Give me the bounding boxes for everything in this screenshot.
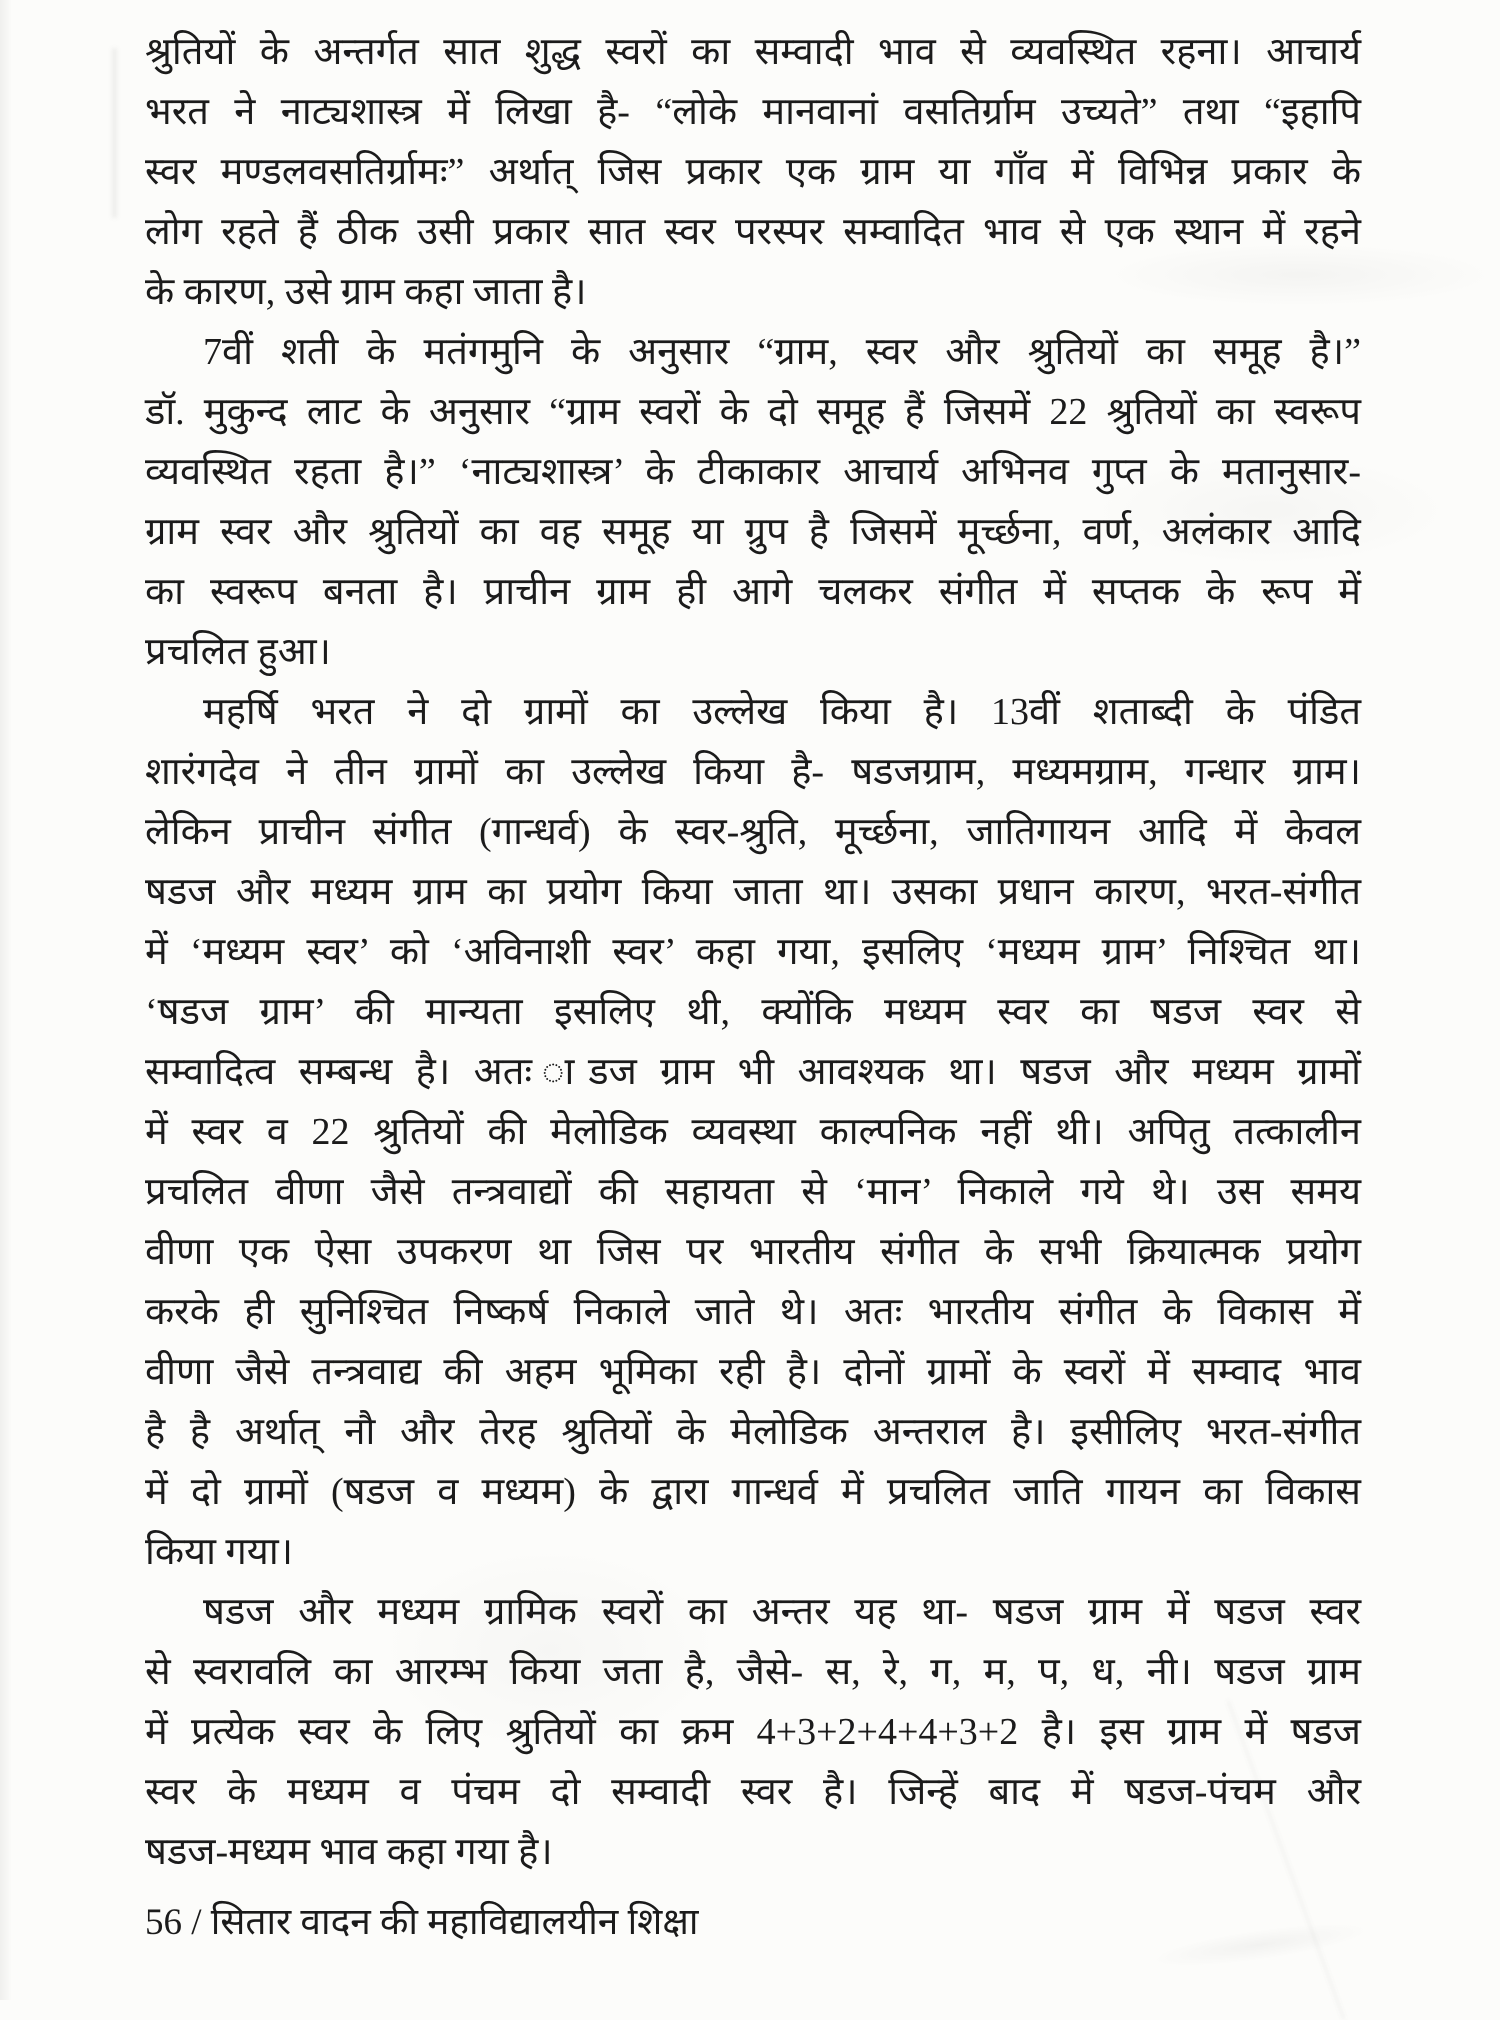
text-line: भरत ने नाट्यशास्त्र में लिखा है- “लोके मानवानां वसतिर्ग्राम उच्यते” तथा “इहापि [145,91,1361,133]
text-line: सम्वादित्व सम्बन्ध है। अतः ाडज ग्राम भी आवश्यक था। षडज और मध्यम ग्रामों [145,1051,1361,1093]
text-line: स्वर के मध्यम व पंचम दो सम्वादी स्वर है। जिन्हें बाद में षडज-पंचम और [145,1771,1361,1813]
text-line: से स्वरावलि का आरम्भ किया जता है, जैसे- स, रे, ग, म, प, ध, नी। षडज ग्राम [145,1651,1361,1693]
text-line: 7वीं शती के मतंगमुनि के अनुसार “ग्राम, स्वर और श्रुतियों का समूह है।” [203,331,1361,373]
text-line: करके ही सुनिश्चित निष्कर्ष निकाले जाते थे। अतः भारतीय संगीत के विकास में [145,1291,1361,1333]
text-line: ग्राम स्वर और श्रुतियों का वह समूह या ग्रुप है जिसमें मूर्च्छना, वर्ण, अलंकार आदि [145,511,1361,553]
text-line: षडज-मध्यम भाव कहा गया है। [145,1831,553,1873]
text-line: वीणा जैसे तन्त्रवाद्य की अहम भूमिका रही है। दोनों ग्रामों के स्वरों में सम्वाद भाव [145,1351,1361,1393]
page-footer [145,1893,698,1953]
text-line: लोग रहते हैं ठीक उसी प्रकार सात स्वर परस्पर सम्वादित भाव से एक स्थान में रहने [145,211,1361,253]
page-number: 56 [145,1902,182,1943]
text-line: षडज और मध्यम ग्रामिक स्वरों का अन्तर यह था- षडज ग्राम में षडज स्वर [203,1591,1361,1633]
text-line: प्रचलित हुआ। [145,631,331,673]
text-line: में प्रत्येक स्वर के लिए श्रुतियों का क्रम 4+3+2+4+4+3+2 है। इस ग्राम में षडज [145,1711,1361,1753]
text-line: में दो ग्रामों (षडज व मध्यम) के द्वारा गान्धर्व में प्रचलित जाति गायन का विकास [145,1471,1361,1513]
text-line: व्यवस्थित रहता है।” ‘नाट्यशास्त्र’ के टीकाकार आचार्य अभिनव गुप्त के मतानुसार- [145,451,1361,493]
book-title: सितार वादन की महाविद्यालयीन शिक्षा [210,1902,699,1943]
text-line: स्वर मण्डलवसतिर्ग्रामः” अर्थात् जिस प्रकार एक ग्राम या गाँव में विभिन्न प्रकार के [145,151,1361,193]
footer-separator: / [191,1902,202,1943]
text-line: ‘षडज ग्राम’ की मान्यता इसलिए थी, क्योंकि मध्यम स्वर का षडज स्वर से [145,991,1361,1033]
text-line: है है अर्थात् नौ और तेरह श्रुतियों के मेलोडिक अन्तराल है। इसीलिए भरत-संगीत [145,1411,1361,1453]
text-line: लेकिन प्राचीन संगीत (गान्धर्व) के स्वर-श्रुति, मूर्च्छना, जातिगायन आदि में केवल [145,811,1361,853]
scan-artifact [1149,1915,1371,1975]
text-line: महर्षि भरत ने दो ग्रामों का उल्लेख किया है। 13वीं शताब्दी के पंडित [203,691,1361,733]
text-line: षडज और मध्यम ग्राम का प्रयोग किया जाता था। उसका प्रधान कारण, भरत-संगीत [145,871,1361,913]
text-line: का स्वरूप बनता है। प्राचीन ग्राम ही आगे चलकर संगीत में सप्तक के रूप में [145,571,1361,613]
scan-artifact [112,48,117,218]
text-line: डॉ. मुकुन्द लाट के अनुसार “ग्राम स्वरों के दो समूह हैं जिसमें 22 श्रुतियों का स्वरूप [145,391,1361,433]
text-line: प्रचलित वीणा जैसे तन्त्रवाद्यों की सहायता से ‘मान’ निकाले गये थे। उस समय [145,1171,1361,1213]
text-line: के कारण, उसे ग्राम कहा जाता है। [145,271,587,313]
text-line: किया गया। [145,1531,294,1573]
text-line: में स्वर व 22 श्रुतियों की मेलोडिक व्यवस्था काल्पनिक नहीं थी। अपितु तत्कालीन [145,1111,1361,1153]
text-line: वीणा एक ऐसा उपकरण था जिस पर भारतीय संगीत के सभी क्रियात्मक प्रयोग [145,1231,1361,1273]
text-line: श्रुतियों के अन्तर्गत सात शुद्ध स्वरों का सम्वादी भाव से व्यवस्थित रहना। आचार्य [145,31,1361,73]
text-block [145,22,1361,1882]
text-line: में ‘मध्यम स्वर’ को ‘अविनाशी स्वर’ कहा गया, इसलिए ‘मध्यम ग्राम’ निश्चित था। [145,931,1361,973]
text-line: शारंगदेव ने तीन ग्रामों का उल्लेख किया है- षडजग्राम, मध्यमग्राम, गन्धार ग्राम। [145,751,1361,793]
